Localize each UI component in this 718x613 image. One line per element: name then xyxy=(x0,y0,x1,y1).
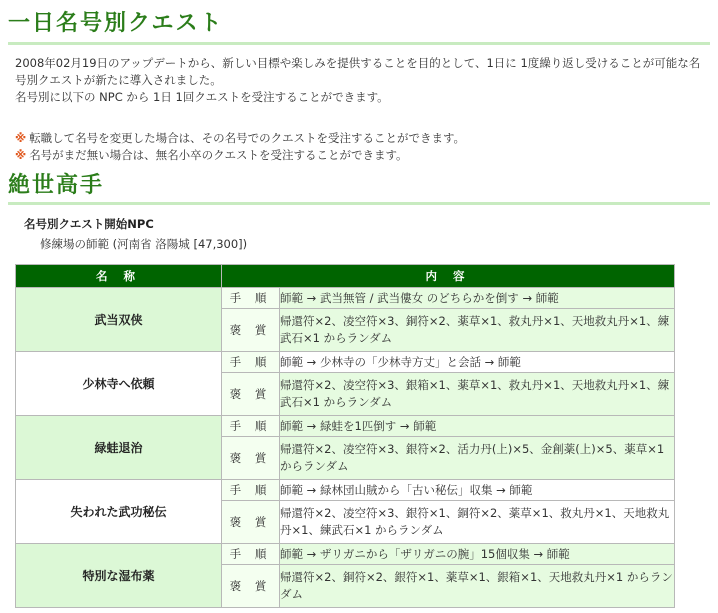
note-item xyxy=(15,130,465,147)
step-label: 手 順 xyxy=(222,480,280,501)
reward-label: 褒 賞 xyxy=(222,565,280,608)
quest-reward: 帰還符×2、銅符×2、銀符×1、薬草×1、銀箱×1、天地救丸丹×1 からランダム xyxy=(280,565,675,608)
step-label: 手 順 xyxy=(222,416,280,437)
table-row xyxy=(16,352,675,373)
reward-label: 褒 賞 xyxy=(222,309,280,352)
table-header-row xyxy=(16,265,675,288)
intro-paragraph: 2008年02月19日のアップデートから、新しい目標や楽しみを提供することを目的として、1日に 1度繰り返し受けることが可能な名号別クエストが新たに導入されました。 xyxy=(15,56,701,87)
quest-reward: 帰還符×2、凌空符×3、銀符×2、活力丹(上)×5、金創薬(上)×5、薬草×1 からランダム xyxy=(280,437,675,480)
quest-name: 失われた武功秘伝 xyxy=(16,480,222,544)
note-text: 転職して名号を変更した場合は、その名号でのクエストを受注することができます。 xyxy=(29,131,466,145)
note-mark-icon: ※ xyxy=(15,148,27,162)
notes xyxy=(15,130,465,164)
header-content: 内 容 xyxy=(222,265,675,288)
quest-step: 師範 → 武当無管 / 武当僂女 のどちらかを倒す → 師範 xyxy=(280,288,675,309)
quest-name: 武当双侠 xyxy=(16,288,222,352)
intro-paragraph: 名号別に以下の NPC から 1日 1回クエストを受注することができます。 xyxy=(15,90,389,104)
table-row xyxy=(16,544,675,565)
table-row xyxy=(16,288,675,309)
note-item xyxy=(15,147,465,164)
reward-label: 褒 賞 xyxy=(222,437,280,480)
step-label: 手 順 xyxy=(222,352,280,373)
quest-step: 師範 → 少林寺の「少林寺方丈」と会話 → 師範 xyxy=(280,352,675,373)
reward-label: 褒 賞 xyxy=(222,501,280,544)
section-title: 絶世高手 xyxy=(8,171,710,205)
quest-reward: 帰還符×2、凌空符×3、銀箱×1、薬草×1、救丸丹×1、天地救丸丹×1、練武石×1 からランダム xyxy=(280,373,675,416)
step-label: 手 順 xyxy=(222,288,280,309)
quest-reward: 帰還符×2、凌空符×3、銀符×1、銅符×2、薬草×1、救丸丹×1、天地救丸丹×1、練武石×1 からランダム xyxy=(280,501,675,544)
intro-text xyxy=(15,55,705,106)
reward-label: 褒 賞 xyxy=(222,373,280,416)
table-row xyxy=(16,480,675,501)
page-title: 一日名号別クエスト xyxy=(8,9,710,45)
quest-table xyxy=(15,264,675,608)
quest-name: 特別な湿布薬 xyxy=(16,544,222,608)
header-name: 名 称 xyxy=(16,265,222,288)
step-label: 手 順 xyxy=(222,544,280,565)
note-text: 名号がまだ無い場合は、無名小卒のクエストを受注することができます。 xyxy=(29,148,408,162)
quest-reward: 帰還符×2、凌空符×3、銅符×2、薬草×1、救丸丹×1、天地救丸丹×1、練武石×1 からランダム xyxy=(280,309,675,352)
note-mark-icon: ※ xyxy=(15,131,27,145)
table-row xyxy=(16,416,675,437)
quest-step: 師範 → 緑蛙を1匹倒す → 師範 xyxy=(280,416,675,437)
npc-title: 名号別クエスト開始NPC xyxy=(24,217,154,231)
quest-step: 師範 → ザリガニから「ザリガニの腕」15個収集 → 師範 xyxy=(280,544,675,565)
quest-name: 少林寺へ依頼 xyxy=(16,352,222,416)
quest-step: 師範 → 緑林団山賊から「古い秘伝」収集 → 師範 xyxy=(280,480,675,501)
npc-location: 修練場の師範 (河南省 洛陽城 [47,300]) xyxy=(40,237,248,251)
quest-name: 緑蛙退治 xyxy=(16,416,222,480)
